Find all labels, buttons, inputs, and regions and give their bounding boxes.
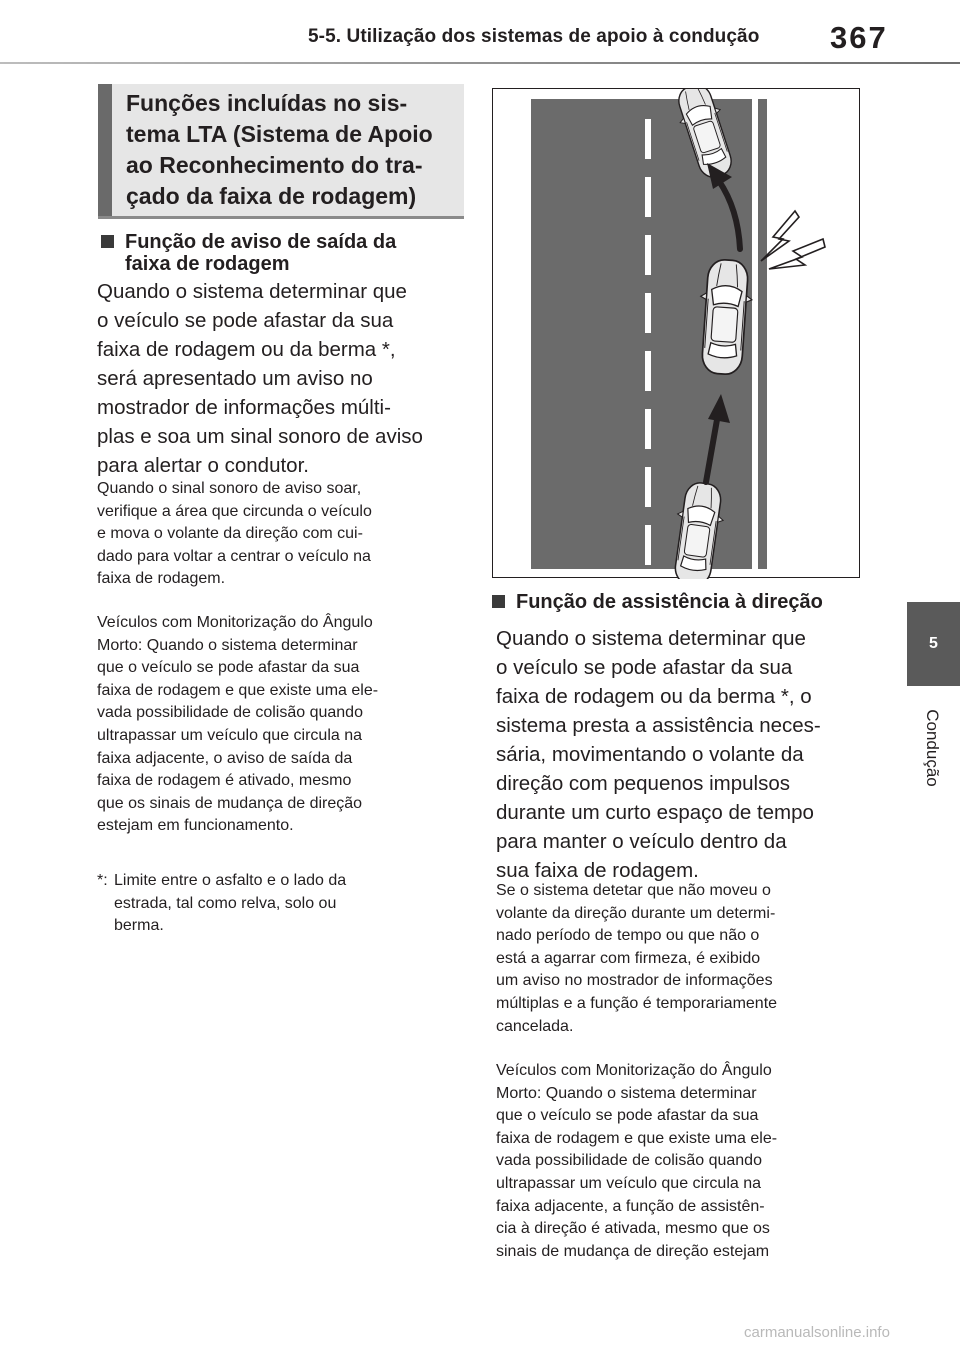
heading-line: Função de assistência à direção	[516, 591, 823, 613]
steering-assist-description	[496, 624, 876, 885]
section-title-box	[98, 84, 464, 216]
text-line: ultrapassar um veículo que circula na	[97, 726, 363, 744]
footnote-line: estrada, tal como relva, solo ou	[114, 894, 337, 912]
text-line: sua faixa de rodagem.	[496, 859, 699, 882]
lane-departure-description	[97, 277, 467, 480]
text-line: que o veículo se pode afastar da sua	[496, 1107, 759, 1125]
text-line: Morto: Quando o sistema determinar	[496, 1084, 757, 1102]
text-line: verifique a área que circunda o veículo	[97, 502, 372, 520]
road-lane-illustration	[493, 89, 861, 579]
chapter-tab[interactable]	[907, 602, 960, 686]
text-line: Quando o sistema determinar que	[496, 627, 806, 650]
steering-assist-note	[496, 880, 876, 1038]
footnote-mark: *:	[97, 872, 108, 889]
lane-departure-note	[97, 478, 467, 591]
text-line: plas e soa um sinal sonoro de aviso	[97, 425, 423, 448]
text-line: faixa de rodagem é ativado, mesmo	[97, 772, 352, 790]
lightning-warning-icon	[761, 211, 825, 269]
section-box-underline	[98, 216, 464, 219]
text-line: dado para voltar a centrar o veículo na	[97, 547, 371, 565]
text-line: direção com pequenos impulsos	[496, 772, 790, 795]
text-line: vada possibilidade de colisão quando	[97, 704, 363, 722]
text-line: mostrador de informações múlti-	[97, 396, 391, 419]
footnote-line: Limite entre o asfalto e o lado da	[114, 872, 347, 889]
text-line: múltiplas e a função é temporariamente	[496, 994, 778, 1012]
text-line: para alertar o condutor.	[97, 454, 309, 477]
text-line: Morto: Quando o sistema determinar	[97, 636, 358, 654]
chapter-label: Condução	[923, 709, 942, 787]
text-line: Veículos com Monitorização do Ângulo	[496, 1062, 772, 1079]
text-line: que os sinais de mudança de direção	[97, 794, 363, 812]
section-title-line: tema LTA (Sistema de Apoio	[126, 121, 433, 147]
text-line: para manter o veículo dentro da	[496, 830, 787, 853]
steering-assist-heading	[492, 591, 872, 613]
text-line: cancelada.	[496, 1017, 574, 1035]
text-line: que o veículo se pode afastar da sua	[97, 659, 360, 677]
text-line: Quando o sistema determinar que	[97, 280, 407, 303]
running-header: 5-5. Utilização dos sistemas de apoio à condução	[308, 26, 760, 47]
text-line: sinais de mudança de direção estejam	[496, 1242, 770, 1260]
text-line: faixa de rodagem ou da berma *, o	[496, 685, 812, 708]
text-line: o veículo se pode afastar da sua	[496, 656, 793, 679]
heading-line: faixa de rodagem	[125, 253, 290, 275]
text-line: está a agarrar com firmeza, é exibido	[496, 949, 761, 967]
footnote-line: berma.	[114, 917, 164, 935]
section-title-line: ao Reconhecimento do tra-	[126, 152, 423, 178]
bullet-square-icon	[492, 595, 505, 608]
heading-line: Função de aviso de saída da	[125, 231, 397, 253]
road-lane-diagram	[492, 88, 860, 578]
text-line: vada possibilidade de colisão quando	[496, 1152, 762, 1170]
footnote	[97, 870, 467, 938]
text-line: durante um curto espaço de tempo	[496, 801, 814, 824]
text-line: será apresentado um aviso no	[97, 367, 373, 390]
text-line: e mova o volante da direção com cui-	[97, 525, 363, 543]
text-line: estejam em funcionamento.	[97, 817, 294, 835]
page-number: 367	[830, 20, 888, 55]
lane-departure-heading	[101, 231, 461, 275]
section-title-line: çado da faixa de rodagem)	[126, 183, 417, 209]
text-line: cia à direção é ativada, mesmo que os	[496, 1220, 770, 1238]
text-line: faixa de rodagem ou da berma *,	[97, 338, 396, 361]
header-rule	[0, 62, 960, 64]
text-line: faixa de rodagem.	[97, 570, 226, 588]
chapter-number: 5	[929, 635, 938, 652]
text-line: faixa adjacente, o aviso de saída da	[97, 749, 353, 767]
road-edge-line	[752, 99, 758, 569]
text-line: faixa de rodagem e que existe uma ele-	[496, 1129, 778, 1147]
text-line: Quando o sinal sonoro de aviso soar,	[97, 480, 362, 497]
lane-departure-bsm-note	[97, 612, 467, 838]
steering-assist-bsm-note	[496, 1060, 876, 1263]
text-line: o veículo se pode afastar da sua	[97, 309, 394, 332]
text-line: faixa adjacente, a função de assistên-	[496, 1197, 765, 1215]
watermark[interactable]: carmanualsonline.info	[744, 1324, 890, 1341]
text-line: nado período de tempo ou que não o	[496, 927, 760, 945]
text-line: faixa de rodagem e que existe uma ele-	[97, 681, 379, 699]
bullet-square-icon	[101, 235, 114, 248]
text-line: sária, movimentando o volante da	[496, 743, 804, 766]
text-line: ultrapassar um veículo que circula na	[496, 1174, 762, 1192]
text-line: Se o sistema detetar que não moveu o	[496, 882, 771, 899]
section-title	[126, 88, 466, 212]
text-line: volante da direção durante um determi-	[496, 904, 776, 922]
text-line: um aviso no mostrador de informações	[496, 972, 773, 990]
text-line: Veículos com Monitorização do Ângulo	[97, 614, 373, 631]
text-line: sistema presta a assistência neces-	[496, 714, 821, 737]
section-title-line: Funções incluídas no sis-	[126, 90, 408, 116]
